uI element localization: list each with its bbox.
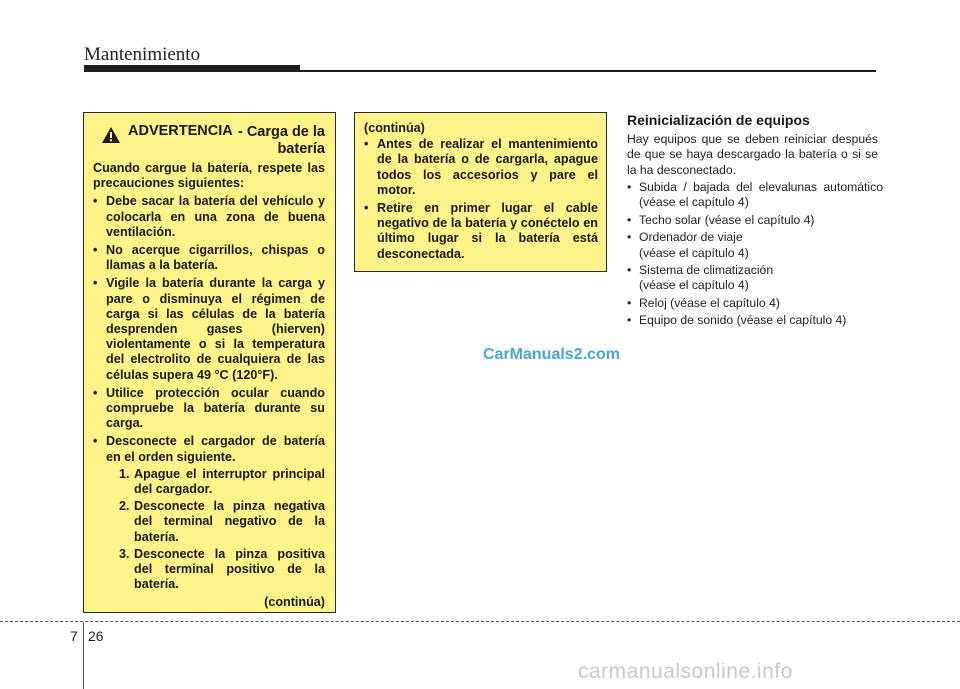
step-number: 3. xyxy=(119,546,130,561)
step-item xyxy=(106,547,325,593)
footer-dashed-rule xyxy=(0,621,960,622)
warning-word: ADVERTENCIA xyxy=(128,123,233,139)
warning-bullet: • Antes de realizar el mantenimiento de la batería o de cargarla, apague todos los accesorios y pare el motor. xyxy=(364,137,598,198)
warning-intro: Cuando cargue la batería, respete las precauciones siguientes: xyxy=(93,161,325,191)
list-item xyxy=(627,313,883,328)
list-item-text: Ordenador de viaje xyxy=(639,230,743,245)
list-item-text: Sistema de climatización xyxy=(639,263,774,278)
warning-bullet: • Retire en primer lugar el cable negativo de la batería y conéctelo en último lugar si la batería está desconectada. xyxy=(364,201,598,262)
header-rule-thick xyxy=(84,65,300,72)
step-number: 1. xyxy=(119,466,130,481)
warning-bullet: • Debe sacar la batería del vehículo y colocarla en una zona de buena ventilación. xyxy=(93,194,325,240)
step-text: Apague el interruptor principal del cargador. xyxy=(134,466,325,497)
chapter-number: 7 xyxy=(70,628,78,644)
step-text: Desconecte la pinza negativa del terminal negativo de la batería. xyxy=(134,499,325,544)
list-item-sub: (véase el capítulo 4) xyxy=(639,278,749,293)
step-number: 2. xyxy=(119,499,130,514)
warning-box-battery-charge xyxy=(83,112,336,613)
list-item-sub: (véase el capítulo 4) xyxy=(639,245,749,260)
watermark-carmanualsonline: carmanualsonline.info xyxy=(578,660,793,683)
step-item xyxy=(106,467,325,497)
warning-bullet-list xyxy=(364,137,598,262)
warning-bullet-list xyxy=(93,194,325,592)
list-item xyxy=(627,230,883,261)
warning-bullet xyxy=(93,434,325,592)
warning-bullet: • No acerque cigarrillos, chispas o llamas a la batería. xyxy=(93,243,325,273)
warning-bullet: • Vigile la batería durante la carga y pare o disminuya el régimen de carga si las células de la batería desprenden gases (hierven) violentamente o si la temperatura del electrolito de cualquiera de las células supera 49 °C (120°F). xyxy=(93,276,325,382)
page-header-title: Mantenimiento xyxy=(84,44,201,65)
disconnect-steps xyxy=(106,467,325,593)
list-item xyxy=(627,263,883,294)
continued-label: (continúa) xyxy=(364,121,425,135)
warning-title xyxy=(93,123,325,159)
step-text: Desconecte la pinza positiva del terminal positivo de la batería. xyxy=(134,546,325,592)
list-item xyxy=(627,296,883,311)
continued-label: (continúa) xyxy=(264,595,325,610)
section-title: Reinicialización de equipos xyxy=(627,112,810,128)
section-intro: Hay equipos que se deben reiniciar después de que se haya descargado la batería o si se la ha desconectado. xyxy=(627,132,878,177)
list-item-text: Techo solar (véase el capítulo 4) xyxy=(639,212,815,227)
list-item-text: Subida / bajada del elevalunas automático (véase el capítulo 4) xyxy=(639,180,883,210)
warning-box-continued xyxy=(354,112,607,272)
list-item xyxy=(627,180,883,211)
warning-bullet-text: Desconecte el cargador de batería en el orden siguiente. xyxy=(106,434,325,464)
step-item xyxy=(106,499,325,545)
footer-vertical-rule xyxy=(83,622,84,689)
watermark-carmanuals2: CarManuals2.com xyxy=(483,346,620,363)
list-item-text: Reloj (véase el capítulo 4) xyxy=(639,295,780,310)
warning-topic: - Carga de la batería xyxy=(237,124,325,157)
reset-equipment-list xyxy=(627,180,883,331)
page-number: 26 xyxy=(88,628,104,644)
list-item xyxy=(627,213,883,228)
warning-triangle-icon xyxy=(101,126,121,144)
list-item-text: Equipo de sonido (véase el capítulo 4) xyxy=(639,313,847,328)
warning-bullet: • Utilice protección ocular cuando compruebe la batería durante su carga. xyxy=(93,386,325,432)
header-rule-thin xyxy=(300,70,876,72)
